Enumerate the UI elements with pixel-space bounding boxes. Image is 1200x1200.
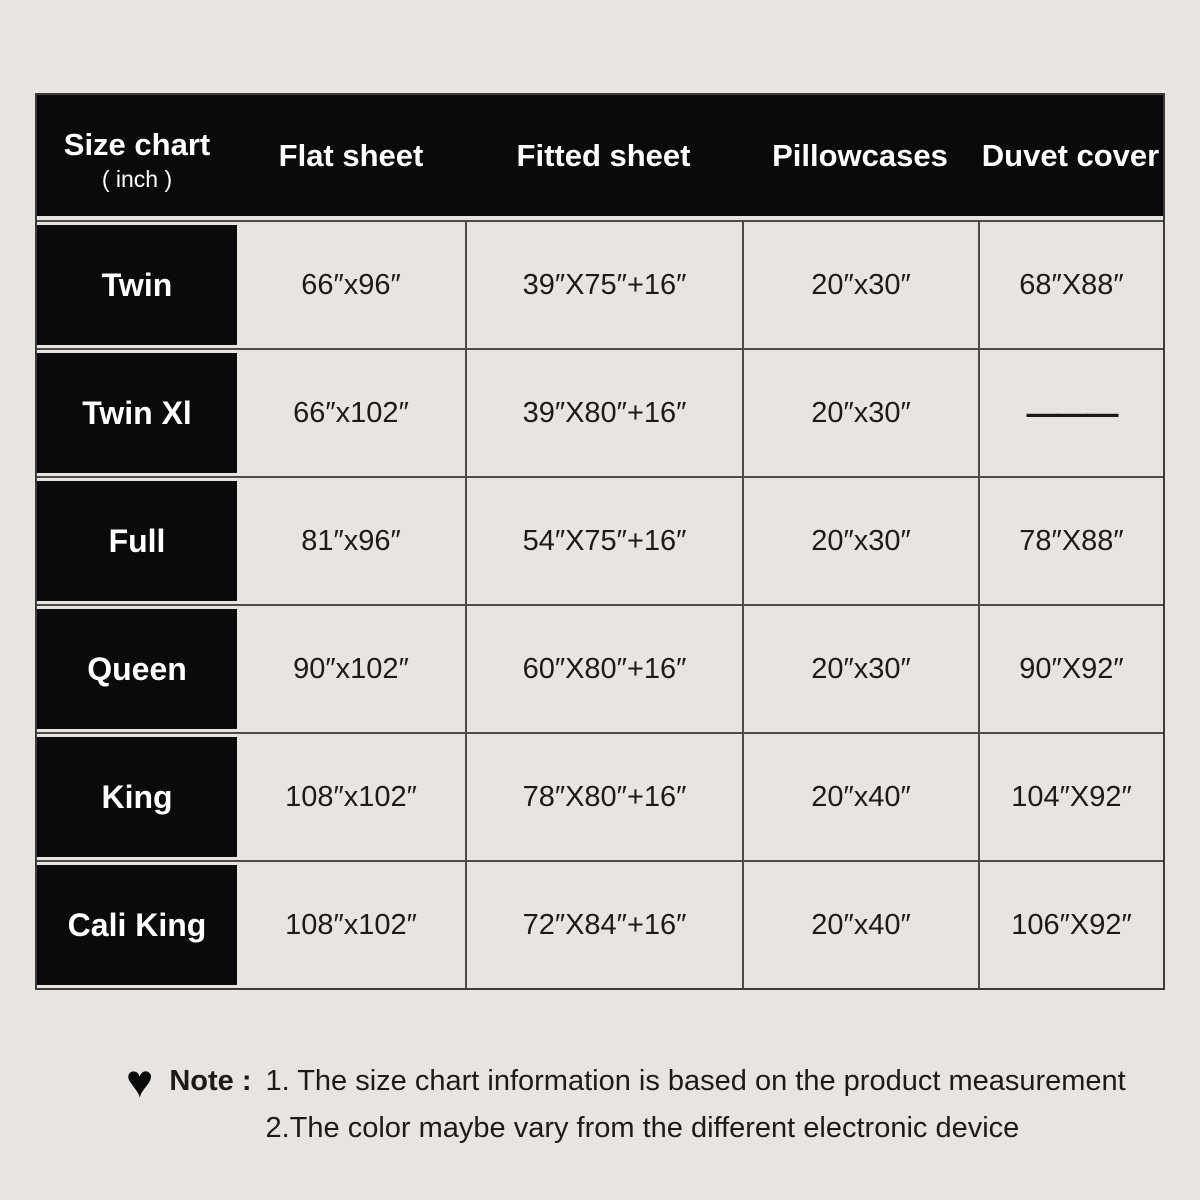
table-row-queen: [37, 604, 1163, 732]
table-row-cali-king: [37, 860, 1163, 988]
cell-size-label: Full: [37, 478, 237, 604]
cell-fitted-sheet: 54″X75″+16″: [465, 478, 742, 604]
note-line-1: 1. The size chart information is based on the product measurement: [265, 1065, 1126, 1097]
cell-fitted-sheet: 60″X80″+16″: [465, 606, 742, 732]
cell-flat-sheet: 108″x102″: [237, 734, 465, 860]
cell-fitted-sheet: 72″X84″+16″: [465, 862, 742, 988]
table-row-king: [37, 732, 1163, 860]
cell-flat-sheet: 90″x102″: [237, 606, 465, 732]
header-title: Size chart: [63, 126, 211, 162]
header-fitted-sheet: Fitted sheet: [516, 137, 691, 173]
cell-pillowcases: 20″x30″: [742, 606, 978, 732]
cell-pillowcases: 20″x30″: [742, 222, 978, 348]
cell-fitted-sheet: 78″X80″+16″: [465, 734, 742, 860]
cell-size-label: Cali King: [37, 862, 237, 988]
cell-pillowcases: 20″x30″: [742, 350, 978, 476]
cell-duvet-cover: 68″X88″: [978, 222, 1163, 348]
note-text: [265, 1058, 1125, 1152]
heart-icon: ♥: [126, 1055, 154, 1107]
cell-pillowcases: 20″x30″: [742, 478, 978, 604]
header-pillowcases: Pillowcases: [772, 137, 948, 173]
header-duvet-cover: Duvet cover: [981, 137, 1160, 173]
table-row-twin-xl: [37, 348, 1163, 476]
cell-pillowcases: 20″x40″: [742, 734, 978, 860]
table-row-twin: [37, 220, 1163, 348]
cell-flat-sheet: 66″x102″: [237, 350, 465, 476]
cell-duvet-cover: 78″X88″: [978, 478, 1163, 604]
cell-duvet-cover: 90″X92″: [978, 606, 1163, 732]
table-row-full: [37, 476, 1163, 604]
cell-duvet-cover: 106″X92″: [978, 862, 1163, 988]
note-label: Note :: [169, 1065, 252, 1097]
cell-size-label: Queen: [37, 606, 237, 732]
table-header-row: [37, 95, 1163, 220]
cell-fitted-sheet: 39″X80″+16″: [465, 350, 742, 476]
header-size-chart: [37, 99, 237, 220]
cell-duvet-cover-dash: ———: [978, 350, 1163, 476]
note-section: [126, 1055, 1126, 1152]
cell-size-label: Twin: [37, 222, 237, 348]
cell-size-label: King: [37, 734, 237, 860]
cell-size-label: Twin Xl: [37, 350, 237, 476]
note-line-2: 2.The color maybe vary from the different electronic device: [265, 1112, 1020, 1144]
header-unit-subtitle: ( inch ): [101, 165, 173, 192]
cell-flat-sheet: 108″x102″: [237, 862, 465, 988]
cell-flat-sheet: 66″x96″: [237, 222, 465, 348]
cell-pillowcases: 20″x40″: [742, 862, 978, 988]
header-flat-sheet: Flat sheet: [278, 137, 424, 173]
cell-fitted-sheet: 39″X75″+16″: [465, 222, 742, 348]
cell-flat-sheet: 81″x96″: [237, 478, 465, 604]
cell-duvet-cover: 104″X92″: [978, 734, 1163, 860]
size-chart-table: [35, 93, 1165, 990]
